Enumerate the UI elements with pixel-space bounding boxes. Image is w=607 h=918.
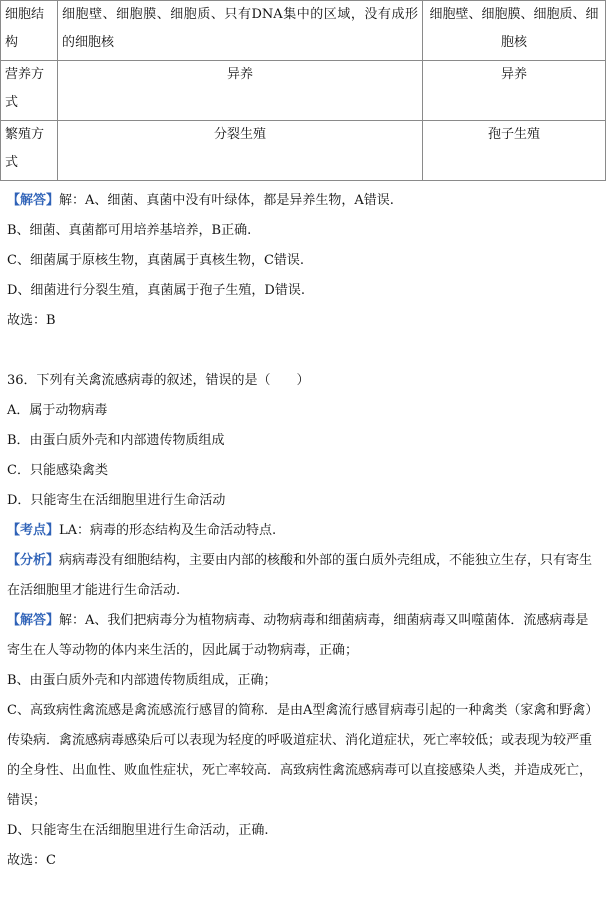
final-answer: 故选：C <box>7 853 56 868</box>
table-cell: 异养 <box>423 61 606 121</box>
question-stem: 36．下列有关禽流感病毒的叙述，错误的是（ ） <box>7 373 310 388</box>
kaodian-tag: 【考点】 <box>7 523 60 538</box>
option-d: D．只能寄生在活细胞里进行生命活动 <box>7 493 226 508</box>
table-row-header: 细胞结构 <box>1 1 58 61</box>
spacer <box>7 336 599 366</box>
kaodian-line <box>7 516 599 546</box>
final-answer: 故选：B <box>7 313 56 328</box>
table-cell: 分裂生殖 <box>58 121 423 181</box>
question-35-answer <box>7 186 599 876</box>
answer-line-d: D、细菌进行分裂生殖，真菌属于孢子生殖，D错误. <box>7 283 305 298</box>
answer-tag: 【解答】 <box>7 193 60 208</box>
answer-line-d: D、只能寄生在活细胞里进行生命活动，正确. <box>7 823 269 838</box>
fenxi-paragraph <box>7 546 599 606</box>
answer-paragraph-c: C、高致病性禽流感是禽流感流行感冒的简称．是由A型禽流行感冒病毒引起的一种禽类（家禽和野禽）传染病．禽流感病毒感染后可以表现为轻度的呼吸道症状、消化道症状，死亡率较低；或表现为较严重的全身性、出血性、败血性症状，死亡率较高．高致病性禽流感病毒可以直接感染人类，并造成死亡，错误； <box>7 703 599 808</box>
table-row-header: 营养方式 <box>1 61 58 121</box>
table-row <box>1 1 606 61</box>
table-cell: 异养 <box>58 61 423 121</box>
answer-line-c: C、细菌属于原核生物，真菌属于真核生物，C错误. <box>7 253 305 268</box>
comparison-table <box>0 0 606 181</box>
fenxi-tag: 【分析】 <box>7 553 60 568</box>
answer-paragraph-a <box>7 606 599 666</box>
answer-text: 解：A、细菌、真菌中没有叶绿体，都是异养生物，A错误. <box>59 193 394 208</box>
option-b: B．由蛋白质外壳和内部遗传物质组成 <box>7 433 225 448</box>
table-cell: 细胞壁、细胞膜、细胞质、细胞核 <box>423 1 606 61</box>
table-cell: 细胞壁、细胞膜、细胞质、只有DNA集中的区域，没有成形的细胞核 <box>58 1 423 61</box>
answer-line-a <box>7 186 599 216</box>
table-row <box>1 121 606 181</box>
fenxi-text: 病病毒没有细胞结构，主要由内部的核酸和外部的蛋白质外壳组成，不能独立生存，只有寄生在活细胞里才能进行生命活动. <box>7 553 593 598</box>
kaodian-text: LA：病毒的形态结构及生命活动特点. <box>59 523 277 538</box>
option-c: C．只能感染禽类 <box>7 463 108 478</box>
table-cell: 孢子生殖 <box>423 121 606 181</box>
answer-tag: 【解答】 <box>7 613 60 628</box>
option-a: A．属于动物病毒 <box>7 403 108 418</box>
answer-line-b: B、细菌、真菌都可用培养基培养，B正确. <box>7 223 252 238</box>
table-row <box>1 61 606 121</box>
answer-text: 解：A、我们把病毒分为植物病毒、动物病毒和细菌病毒，细菌病毒又叫噬菌体．流感病毒是寄生在人等动物的体内来生活的，因此属于动物病毒，正确； <box>7 613 589 658</box>
table-row-header: 繁殖方式 <box>1 121 58 181</box>
answer-line-b: B、由蛋白质外壳和内部遗传物质组成，正确； <box>7 673 277 688</box>
